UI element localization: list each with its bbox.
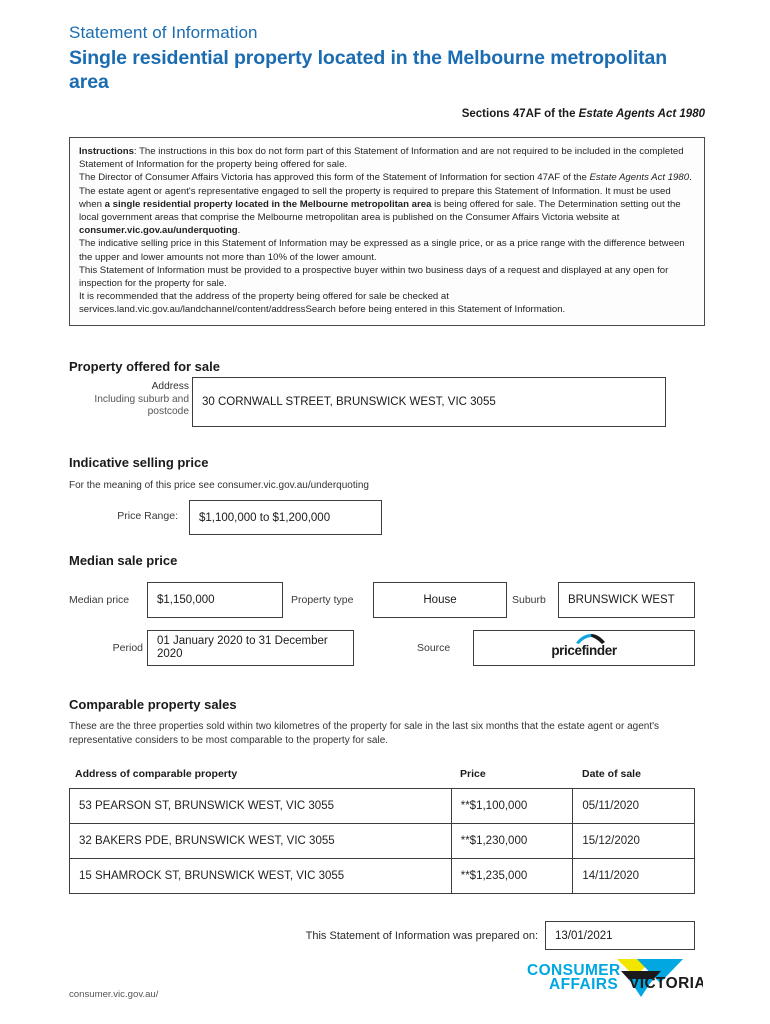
period-value: 01 January 2020 to 31 December 2020 [157, 635, 328, 660]
suburb-value: BRUNSWICK WEST [568, 594, 675, 606]
period-label: Period [112, 642, 143, 654]
instructions-paragraph-6: It is recommended that the address of the property being offered for sale be checked at services.land.vic.gov.au/landchannel/content/addressSearch before being entered in this Statement of Information. [79, 291, 566, 316]
source-label: Source [417, 642, 451, 654]
instructions-p3c-text: . [237, 225, 241, 237]
svg-text:VICTORIA: VICTORIA [629, 975, 703, 992]
price-range-field[interactable] [189, 500, 382, 535]
svg-text:CONSUMER: CONSUMER [527, 962, 621, 979]
indicative-note: For the meaning of this price see consumer.vic.gov.au/underquoting [69, 480, 369, 491]
svg-text:AFFAIRS: AFFAIRS [549, 976, 619, 993]
column-header-price: Price [460, 768, 486, 780]
instructions-paragraph-2 [79, 171, 695, 184]
source-field[interactable] [473, 630, 695, 666]
document-header [69, 22, 705, 94]
prepared-on-field[interactable] [545, 921, 695, 950]
table-row [69, 788, 695, 823]
column-header-date: Date of sale [582, 768, 641, 780]
section-heading-comparable: Comparable property sales [69, 697, 237, 712]
section-heading-property: Property offered for sale [69, 359, 220, 374]
section-heading-median: Median sale price [69, 553, 178, 568]
cell-address: 15 SHAMROCK ST, BRUNSWICK WEST, VIC 3055 [79, 870, 345, 882]
median-price-field[interactable] [147, 582, 283, 618]
act-reference-italic: Estate Agents Act 1980 [578, 108, 705, 120]
cell-address: 32 BAKERS PDE, BRUNSWICK WEST, VIC 3055 [79, 835, 335, 847]
instructions-p2-italic: Estate Agents Act 1980 [589, 172, 690, 184]
suburb-field[interactable] [558, 582, 695, 618]
cell-date: 14/11/2020 [572, 859, 694, 893]
price-range-value: $1,100,000 to $1,200,000 [199, 511, 331, 524]
section-heading-indicative: Indicative selling price [69, 455, 209, 470]
pricefinder-wordmark: pricefinder [551, 643, 617, 658]
instructions-p2a-text: The Director of Consumer Affairs Victoria has approved this form of the Statement of Information for section 47AF of the [79, 172, 590, 184]
period-field[interactable] [147, 630, 354, 666]
consumer-affairs-victoria-logo [525, 957, 703, 999]
instructions-paragraph-4: The indicative selling price in this Statement of Information may be expressed as a single price, or as a price range with the difference between the upper and lower amounts not more than 10% of the lower amount. [79, 238, 685, 263]
document-eyebrow: Statement of Information [69, 23, 258, 42]
footer-url[interactable]: consumer.vic.gov.au/ [69, 989, 159, 1000]
instructions-p3-bold-2: consumer.vic.gov.au/underquoting [79, 225, 238, 237]
instructions-paragraph-5: This Statement of Information must be provided to a prospective buyer within two business days of a request and displayed at any open for inspection for the property for sale. [79, 264, 669, 290]
cell-price: **$1,230,000 [451, 824, 573, 858]
property-type-value: House [423, 594, 457, 606]
instructions-p1-text: : The instructions in this box do not form part of this Statement of Information and are not required to be included in the completed Statement of Information for the property being offered for sale. [79, 146, 684, 171]
median-price-value: $1,150,000 [157, 594, 215, 606]
instructions-box [69, 137, 705, 326]
instructions-p3b-text: is being offered for sale. The Determination setting out the local government areas that comprise the Melbourne metropolitan area is published on the Consumer Affairs Victoria website at [79, 198, 681, 224]
cav-logo-icon [525, 957, 703, 999]
address-label [69, 381, 189, 419]
act-reference [69, 108, 705, 120]
address-label-line-1: Address [151, 381, 189, 392]
prepared-on-label: This Statement of Information was prepared on: [305, 930, 538, 942]
instructions-paragraph-3 [79, 185, 695, 238]
column-header-address: Address of comparable property [75, 768, 238, 780]
cell-date: 05/11/2020 [572, 789, 694, 823]
instructions-p2b-text: . [689, 172, 692, 184]
act-reference-prefix: Sections 47AF of the [461, 108, 579, 120]
instructions-p3-bold-1: a single residential property located in the Melbourne metropolitan area [104, 198, 432, 210]
property-type-field[interactable] [373, 582, 507, 618]
address-value: 30 CORNWALL STREET, BRUNSWICK WEST, VIC 3055 [202, 396, 496, 408]
page-title: Single residential property located in the Melbourne metropolitan area [69, 47, 668, 93]
address-label-line-2: Including suburb and [94, 393, 189, 405]
instructions-p3a-text: The estate agent or agent's representative engaged to sell the property is required to prepare this Statement of Information. It must be used when [79, 185, 671, 210]
comparable-note: These are the three properties sold within two kilometres of the property for sale in the last six months that the estate agent or agent's representative considers to be most comparable to the property for sale. [69, 721, 659, 746]
table-row [69, 858, 695, 894]
cell-price: **$1,100,000 [451, 789, 573, 823]
prepared-on-value: 13/01/2021 [555, 929, 613, 942]
cell-date: 15/12/2020 [572, 824, 694, 858]
table-row [69, 823, 695, 858]
median-price-label: Median price [69, 594, 130, 606]
comparable-sales-table [69, 768, 695, 894]
instructions-paragraph-1 [79, 145, 695, 171]
table-header-row [69, 768, 695, 788]
property-type-label: Property type [291, 594, 354, 606]
pricefinder-logo [536, 633, 632, 663]
cell-address: 53 PEARSON ST, BRUNSWICK WEST, VIC 3055 [79, 800, 334, 812]
address-field[interactable] [192, 377, 666, 427]
suburb-label: Suburb [512, 594, 546, 606]
cell-price: **$1,235,000 [451, 859, 573, 893]
price-range-label: Price Range: [117, 510, 178, 522]
instructions-bold-lead: Instructions [79, 146, 134, 157]
address-label-line-3: postcode [147, 406, 189, 417]
